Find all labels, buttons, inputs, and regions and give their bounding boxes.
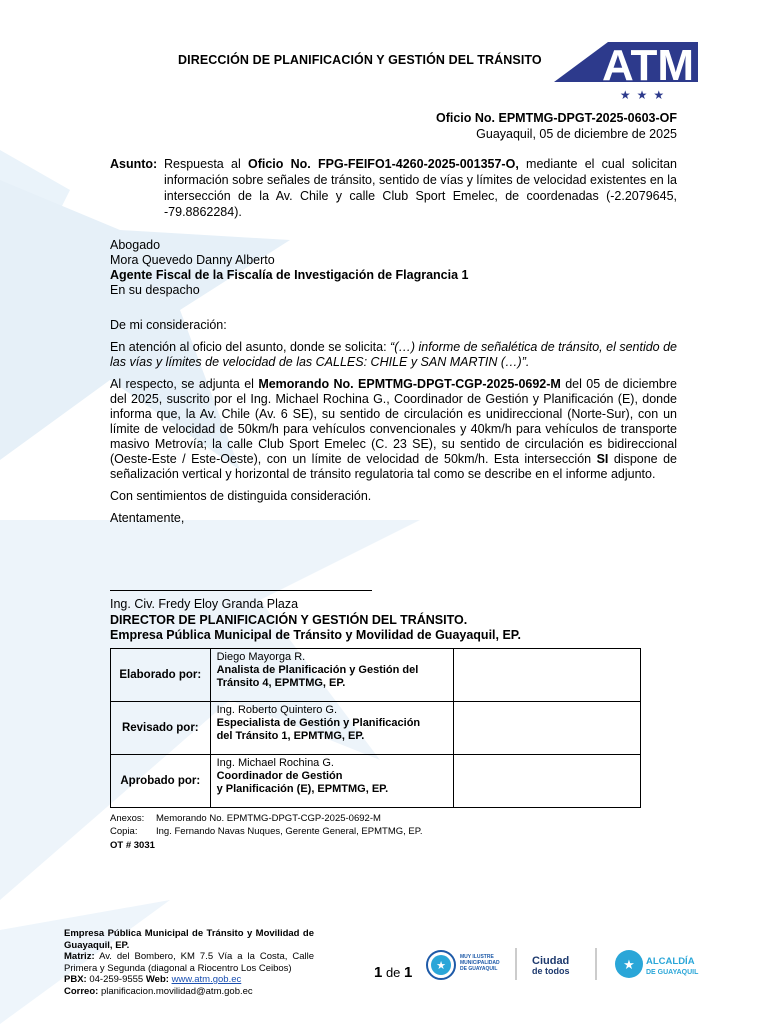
svg-text:de todos: de todos [532, 966, 570, 976]
atm-logo-text: ATM [601, 41, 695, 90]
footer-company: Empresa Pública Municipal de Tránsito y Movilidad de Guayaquil, EP. [64, 928, 314, 951]
logo-stars-icon: ★★★ [619, 88, 671, 102]
addressee-name: Mora Quevedo Danny Alberto [110, 253, 275, 267]
signer-block [110, 597, 670, 644]
signature-cell [454, 702, 641, 755]
addressee-title: Abogado [110, 238, 161, 252]
subject-block [110, 156, 677, 220]
ciudad-de-todos-logo: Ciudad [532, 955, 570, 967]
svg-text:★: ★ [436, 959, 446, 972]
footer-contact [64, 928, 314, 997]
role-cell: Aprobado por: [111, 755, 211, 808]
signer-position: DIRECTOR DE PLANIFICACIÓN Y GESTIÓN DEL TRÁNSITO. [110, 612, 468, 627]
atm-logo [548, 36, 702, 102]
footer-logos [424, 928, 714, 988]
paragraph-response: Al respecto, se adjunta el Memorando No. EPMTMG-DPGT-CGP-2025-0692-M del 05 de diciembre del 2025, suscrito por el Ing. Michael Rochina G., Coordinador de Gestión y Planificación (E), donde informa que, la Av. Chile (Av. 6 SE), su sentido de circulación es unidireccional (Norte-Sur), con un límite de velocidad de 50km/h para vehículos convencionales y 40km/h para vehículos de transporte masivo Metrovía; la calle Club Sport Emelec (C. 23 SE), su sentido de circulación es bidireccional (Oeste-Este / Este-Oeste), con un límite de velocidad de 50km/h. Esta intersección SI dispone de señalización vertical y horizontal de tránsito regulatoria tal como se describe en el informe adjunto. [110, 377, 678, 481]
person-cell: Ing. Michael Rochina G. Coordinador de Gestión y Planificación (E), EPMTMG, EP. [210, 755, 454, 808]
greeting: De mi consideración: [110, 318, 227, 332]
reference-block [436, 110, 677, 142]
website-link[interactable]: www.atm.gob.ec [171, 974, 242, 985]
approval-table [110, 648, 641, 808]
place-date: Guayaquil, 05 de diciembre de 2025 [476, 127, 677, 141]
signer-company: Empresa Pública Municipal de Tránsito y Movilidad de Guayaquil, EP. [110, 628, 521, 642]
copy-row: Copia: Ing. Fernando Navas Nuques, Gerente General, EPMTMG, EP. [110, 826, 423, 837]
svg-text:ALCALDÍA: ALCALDÍA [646, 956, 695, 967]
addressee-block [110, 238, 677, 298]
page-number: 1 de 1 [374, 964, 413, 981]
footer-email: Correo: planificacion.movilidad@atm.gob.ec [64, 985, 253, 997]
signature-line [110, 590, 372, 591]
svg-text:MUNICIPALIDAD: MUNICIPALIDAD [460, 960, 500, 966]
subject-text: Respuesta al Oficio No. FPG-FEIFO1-4260-2025-001357-O, mediante el cual solicitan información sobre señales de tránsito, sentido de vías y límites de velocidad existentes en la intersección de la Av. Chile y calle Club Sport Emelec, de coordenadas (-2.2079645, -79.8862284). [164, 157, 677, 219]
addressee-position: Agente Fiscal de la Fiscalía de Investigación de Flagrancia 1 [110, 268, 469, 282]
svg-text:DE GUAYAQUIL: DE GUAYAQUIL [460, 966, 498, 972]
sign-off: Atentamente, [110, 511, 185, 525]
signature-cell [454, 755, 641, 808]
svg-text:★: ★ [623, 958, 635, 973]
footer-phone-web: PBX: 04-259-9555 Web: www.atm.gob.ec [64, 974, 242, 985]
role-cell: Elaborado por: [111, 649, 211, 702]
oficio-number: Oficio No. EPMTMG-DPGT-2025-0603-OF [435, 111, 677, 125]
closing: Con sentimientos de distinguida consideración. [110, 489, 372, 503]
request-quote: “(…) informe de señalética de tránsito, el sentido de las vías y límites de velocidad de las CALLES: CHILE y SAN MARTIN (…)”. [110, 340, 677, 369]
ot-number: OT # 3031 [110, 840, 155, 851]
annexes-block [110, 812, 422, 852]
subject-reference: Oficio No. FPG-FEIFO1-4260-2025-001357-O, [247, 157, 519, 171]
signer-name: Ing. Civ. Fredy Eloy Granda Plaza [110, 597, 299, 611]
svg-text:DE GUAYAQUIL: DE GUAYAQUIL [646, 969, 699, 976]
svg-text:MUY ILUSTRE: MUY ILUSTRE [460, 954, 494, 960]
annex-row: Anexos: Memorando No. EPMTMG-DPGT-CGP-2025-0692-M [110, 813, 381, 824]
subject-label: Asunto: [110, 157, 158, 171]
person-cell: Ing. Roberto Quintero G. Especialista de Gestión y Planificación del Tránsito 1, EPMTMG, EP. [210, 702, 454, 755]
role-cell: Revisado por: [111, 702, 211, 755]
letter-body [110, 318, 677, 533]
paragraph-request: En atención al oficio del asunto, donde se solicita: “(…) informe de señalética de tránsito, el sentido de las vías y límites de velocidad de las CALLES: CHILE y SAN MARTIN (…)”. [110, 340, 677, 369]
table-row [111, 649, 641, 702]
person-cell: Diego Mayorga R. Analista de Planificación y Gestión del Tránsito 4, EPMTMG, EP. [210, 649, 454, 702]
table-row [111, 702, 641, 755]
signature-cell [454, 649, 641, 702]
addressee-location: En su despacho [110, 283, 200, 297]
footer-address: Matriz: Av. del Bombero, KM 7.5 Vía a la Costa, Calle Primera y Segunda (diagonal a Riocentro Los Ceibos) [64, 951, 314, 974]
table-row [111, 755, 641, 808]
header-title: DIRECCIÓN DE PLANIFICACIÓN Y GESTIÓN DEL TRÁNSITO [178, 53, 542, 67]
memo-reference: Memorando No. EPMTMG-DPGT-CGP-2025-0692-M [258, 377, 561, 391]
